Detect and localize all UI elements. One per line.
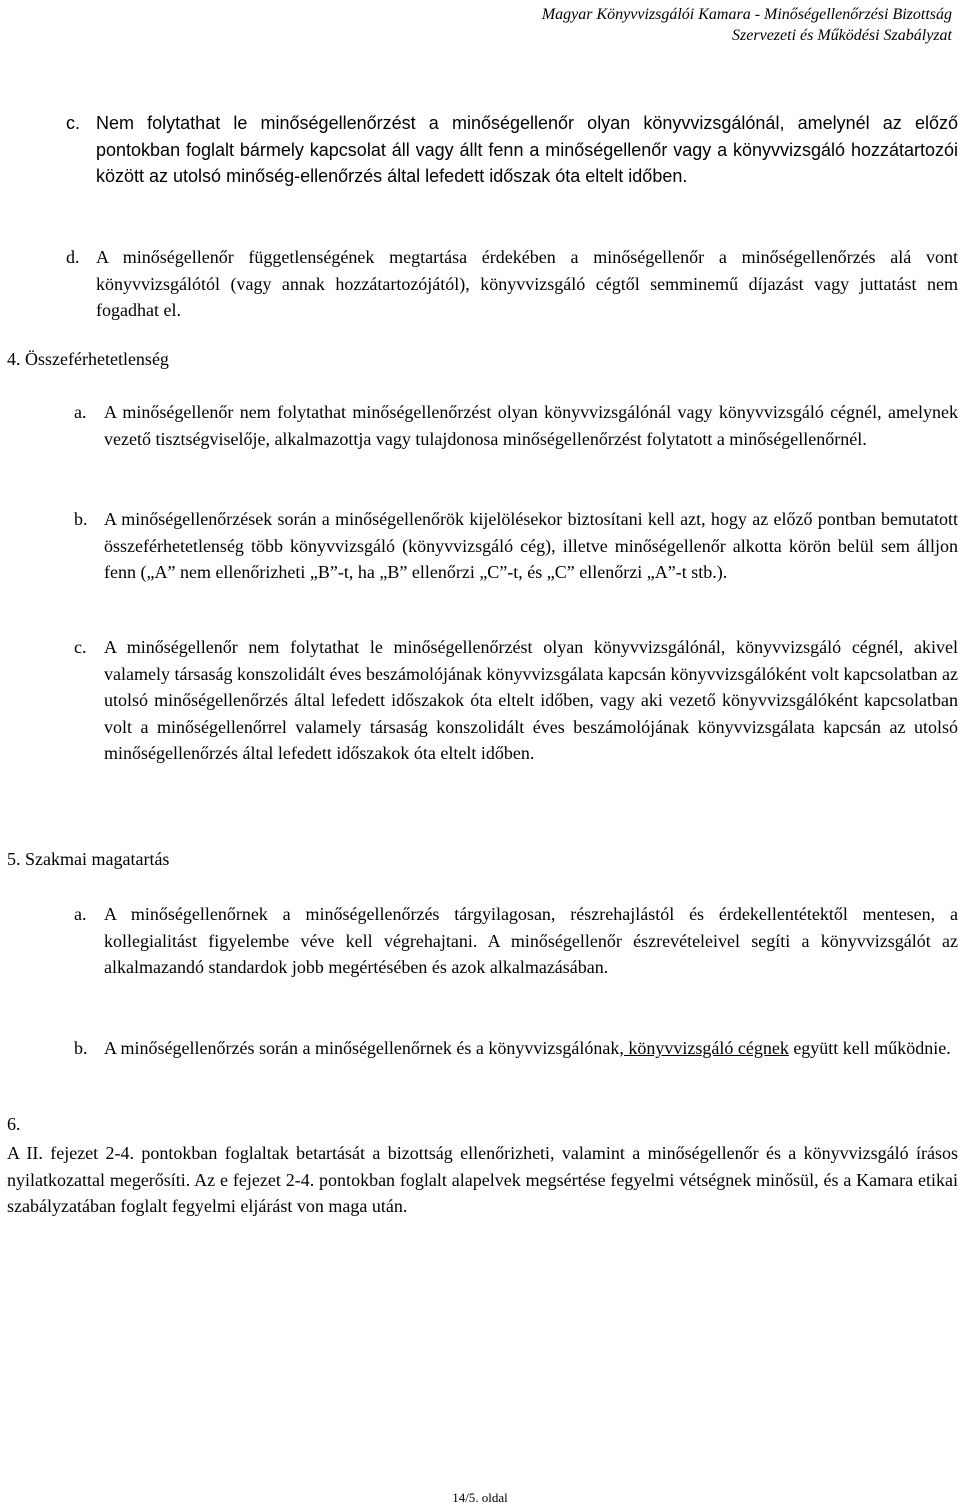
header-subtitle: Szervezeti és Működési Szabályzat <box>732 27 952 44</box>
paragraph-6: A II. fejezet 2-4. pontokban foglaltak betartását a bizottság ellenőrizheti, valamint a minőségellenőr és a könyvvizsgáló írásos nyilatkozattal megerősíti. Az e fejezet 2-4. pontokban foglalt alapelvek megsértése fegyelmi vétségnek minősül, és a Kamara etikai szabályzatában foglalt fegyelmi eljárást von maga után. <box>7 1143 958 1216</box>
item-label: c. <box>74 637 87 657</box>
item-label: b. <box>74 1038 88 1058</box>
paragraph-text: A minőségellenőrzések során a minőségellenőrök kijelölésekor biztosítani kell azt, hogy az előző pontban bemutatott összeférhetetlenség több könyvvizsgáló (könyvvizsgáló cég), illetve minőségellenőr alkotta körön belül sem álljon fenn („A” nem ellenőrizheti „B”-t, ha „B” ellenőrzi „C”-t, és „C” ellenőrzi „A”-t stb.). <box>104 509 958 582</box>
paragraph-text: A minőségellenőr függetlenségének megtartása érdekében a minőségellenőr a minőségellenőrzés alá vont könyvvizsgálótól (vagy annak hozzátartozójától), könyvvizsgáló cégtől semminemű díjazást vagy juttatást nem fogadhat el. <box>96 247 958 320</box>
item-label: d. <box>66 247 80 267</box>
header-title: Magyar Könyvvizsgálói Kamara - Minőségellenőrzési Bizottság <box>541 6 952 23</box>
paragraph-5a <box>74 901 958 981</box>
paragraph-text: A minőségellenőr nem folytathat minőségellenőrzést olyan könyvvizsgálónál vagy könyvvizsgáló cégnél, amelynek vezető tisztségviselője, alkalmazottja vagy tulajdonosa minőségellenőrzést folytatott a minőségellenőrnél. <box>104 402 958 449</box>
section-heading-4: 4. Összeférhetetlenség <box>7 349 169 369</box>
paragraph-4a <box>74 399 958 452</box>
paragraph-3c <box>66 110 958 190</box>
item-label: a. <box>74 402 87 422</box>
section-heading-5: 5. Szakmai magatartás <box>7 849 170 869</box>
paragraph-text: Nem folytathat le minőségellenőrzést a minőségellenőr olyan könyvvizsgálónál, amelynél az előző pontokban foglalt bármely kapcsolat áll vagy állt fenn a minőségellenőr vagy a könyvvizsgáló hozzátartozói között az utolsó minőség-ellenőrzés által lefedett időszak óta eltelt időben. <box>96 113 958 186</box>
paragraph-4c <box>74 634 958 767</box>
item-label: b. <box>74 509 88 529</box>
page-number: 14/5. oldal <box>452 1490 508 1505</box>
section-heading-6: 6. <box>7 1114 21 1134</box>
paragraph-4b <box>74 506 958 586</box>
paragraph-3d <box>66 244 958 324</box>
paragraph-text-tail: együtt kell működnie. <box>788 1038 951 1058</box>
item-label: a. <box>74 904 87 924</box>
paragraph-text: A minőségellenőrnek a minőségellenőrzés tárgyilagosan, részrehajlástól és érdekellentétektől mentesen, a kollegialitást figyelembe véve kell végrehajtani. A minőségellenőr észrevételeivel segíti a könyvvizsgálót az alkalmazandó standardok jobb megértésében és azok alkalmazásában. <box>104 904 958 977</box>
document-header <box>542 4 952 46</box>
paragraph-5b <box>74 1035 958 1062</box>
underlined-insertion: , könyvvizsgáló cégnek <box>619 1038 789 1058</box>
paragraph-text: A minőségellenőr nem folytathat le minőségellenőrzést olyan könyvvizsgálónál, könyvvizsgáló cégnél, akivel valamely társaság konszolidált éves beszámolójának könyvvizsgálata kapcsán könyvvizsgálóként volt kapcsolatban az utolsó minőségellenőrzés által lefedett időszakok óta eltelt időben, vagy aki vezető könyvvizsgálóként kapcsolatban volt a minőségellenőrrel valamely társaság konszolidált éves beszámolójának könyvvizsgálata kapcsán az utolsó minőségellenőrzés által lefedett időszakok óta eltelt időben. <box>104 637 958 763</box>
item-label: c. <box>66 113 81 133</box>
paragraph-text: A minőségellenőrzés során a minőségellenőrnek és a könyvvizsgálónak <box>104 1038 620 1058</box>
